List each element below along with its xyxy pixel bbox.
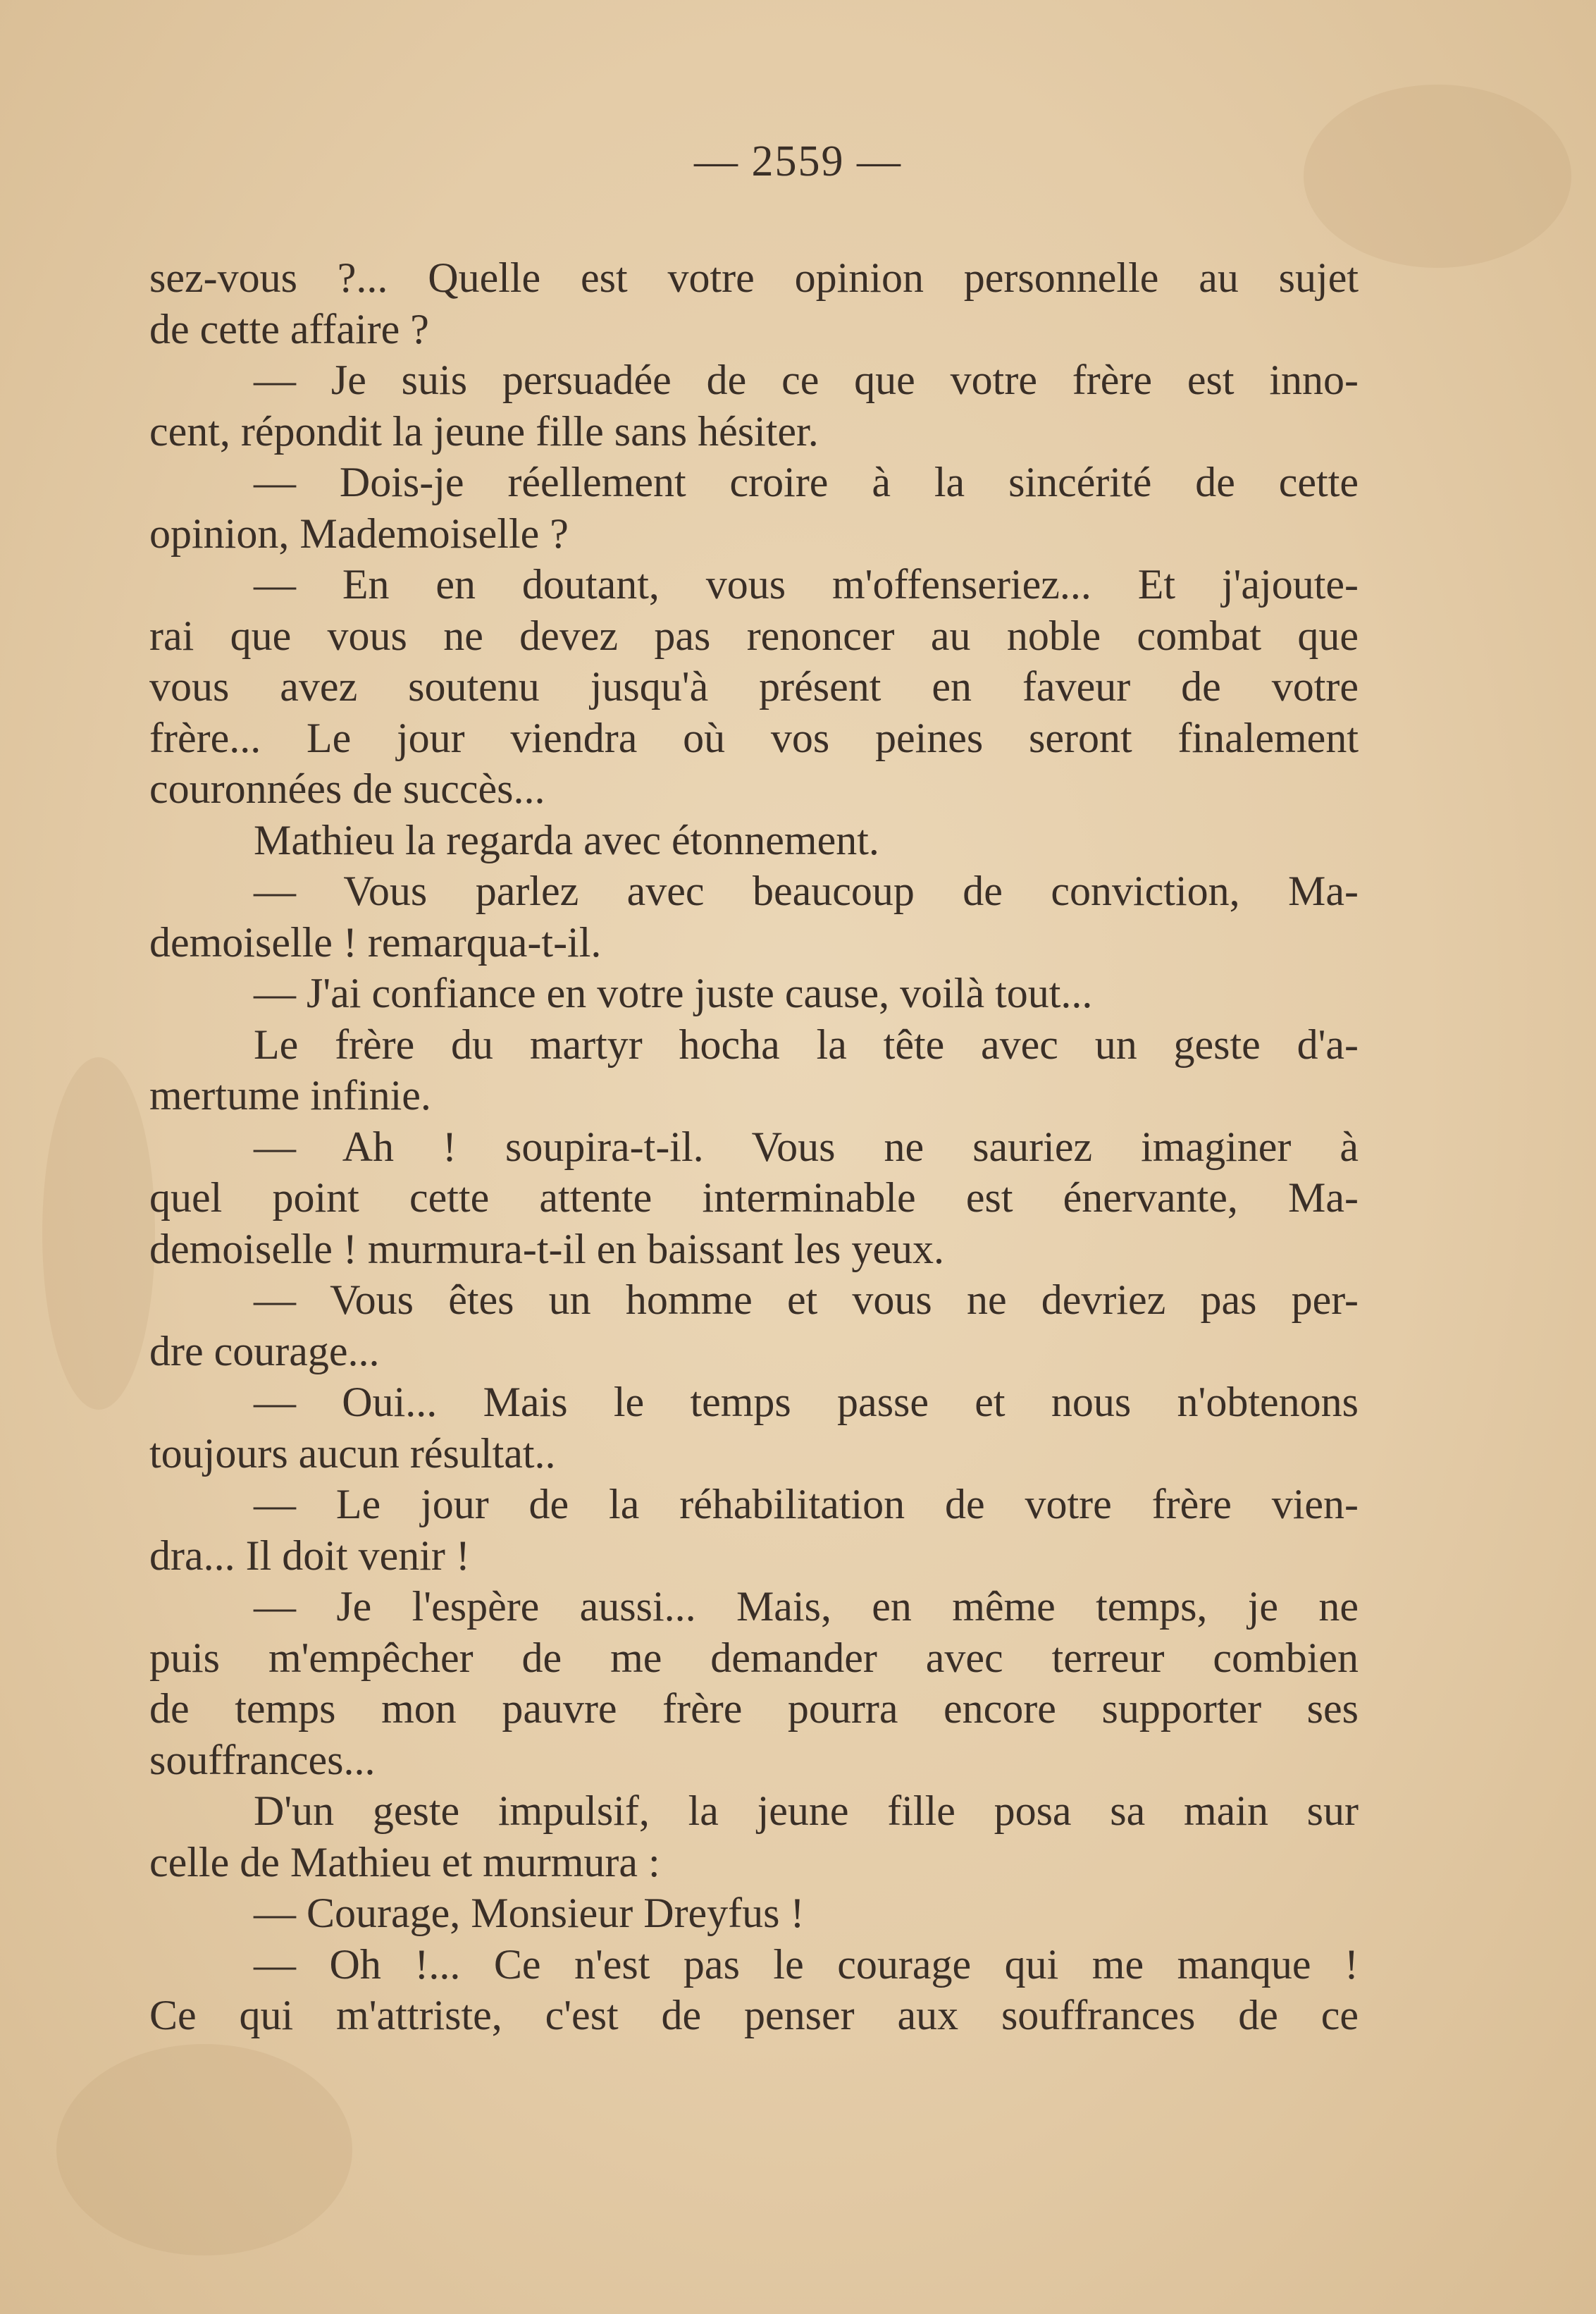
page-number-header: — 2559 —: [694, 137, 902, 185]
paper-stain: [42, 1057, 155, 1410]
text-line: souffrances...: [149, 1736, 376, 1783]
text-line: demoiselle ! murmura-t-il en baissant les yeux.: [149, 1225, 945, 1272]
text-line: frère... Le jour viendra où vos peines seront finalement: [149, 714, 1359, 761]
text-line: toujours aucun résultat..: [149, 1429, 556, 1477]
text-line: dra... Il doit venir !: [149, 1532, 470, 1579]
text-line: Ce qui m'attriste, c'est de penser aux souffrances de ce: [149, 1992, 1359, 2038]
text-line: D'un geste impulsif, la jeune fille posa sa main sur: [254, 1787, 1359, 1834]
text-line: — Le jour de la réhabilitation de votre frère vien-: [254, 1481, 1359, 1527]
text-line: cent, répondit la jeune fille sans hésiter.: [149, 407, 819, 455]
text-line: — En en doutant, vous m'offenseriez... Et j'ajoute-: [254, 561, 1359, 608]
body-text: [149, 252, 1359, 2041]
text-line: dre courage...: [149, 1327, 380, 1374]
text-line: celle de Mathieu et murmura :: [149, 1838, 660, 1885]
text-line: — Oui... Mais le temps passe et nous n'obtenons: [254, 1379, 1359, 1425]
text-line: mertume infinie.: [149, 1072, 431, 1119]
text-line: opinion, Mademoiselle ?: [149, 510, 569, 557]
text-line: — Dois-je réellement croire à la sincérité de cette: [254, 459, 1359, 505]
text-line: de cette affaire ?: [149, 305, 429, 352]
text-line: Le frère du martyr hocha la tête avec un geste d'a-: [254, 1021, 1359, 1068]
text-line: quel point cette attente interminable est énervante, Ma-: [149, 1174, 1359, 1221]
text-line: — Je suis persuadée de ce que votre frère est inno-: [254, 357, 1359, 403]
text-line: de temps mon pauvre frère pourra encore supporter ses: [149, 1685, 1359, 1732]
text-line: — Je l'espère aussi... Mais, en même temps, je ne: [254, 1583, 1359, 1630]
text-line: — Vous parlez avec beaucoup de conviction, Ma-: [254, 868, 1359, 914]
text-line: Mathieu la regarda avec étonnement.: [254, 816, 879, 863]
text-line: — Oh !... Ce n'est pas le courage qui me manque !: [254, 1940, 1359, 1988]
text-line: rai que vous ne devez pas renoncer au noble combat que: [149, 612, 1359, 659]
text-line: vous avez soutenu jusqu'à présent en faveur de votre: [149, 663, 1359, 710]
text-line: sez-vous ?... Quelle est votre opinion personnelle au sujet: [149, 254, 1359, 301]
paper-stain: [56, 2044, 352, 2255]
text-line: couronnées de succès...: [149, 765, 545, 812]
text-line: — Vous êtes un homme et vous ne devriez pas per-: [254, 1276, 1359, 1323]
text-line: — Ah ! soupira-t-il. Vous ne sauriez imaginer à: [254, 1123, 1359, 1170]
text-line: — J'ai confiance en votre juste cause, voilà tout...: [254, 970, 1093, 1016]
text-line: puis m'empêcher de me demander avec terreur combien: [149, 1634, 1359, 1681]
text-line: — Courage, Monsieur Dreyfus !: [254, 1890, 805, 1936]
text-line: demoiselle ! remarqua-t-il.: [149, 918, 602, 966]
